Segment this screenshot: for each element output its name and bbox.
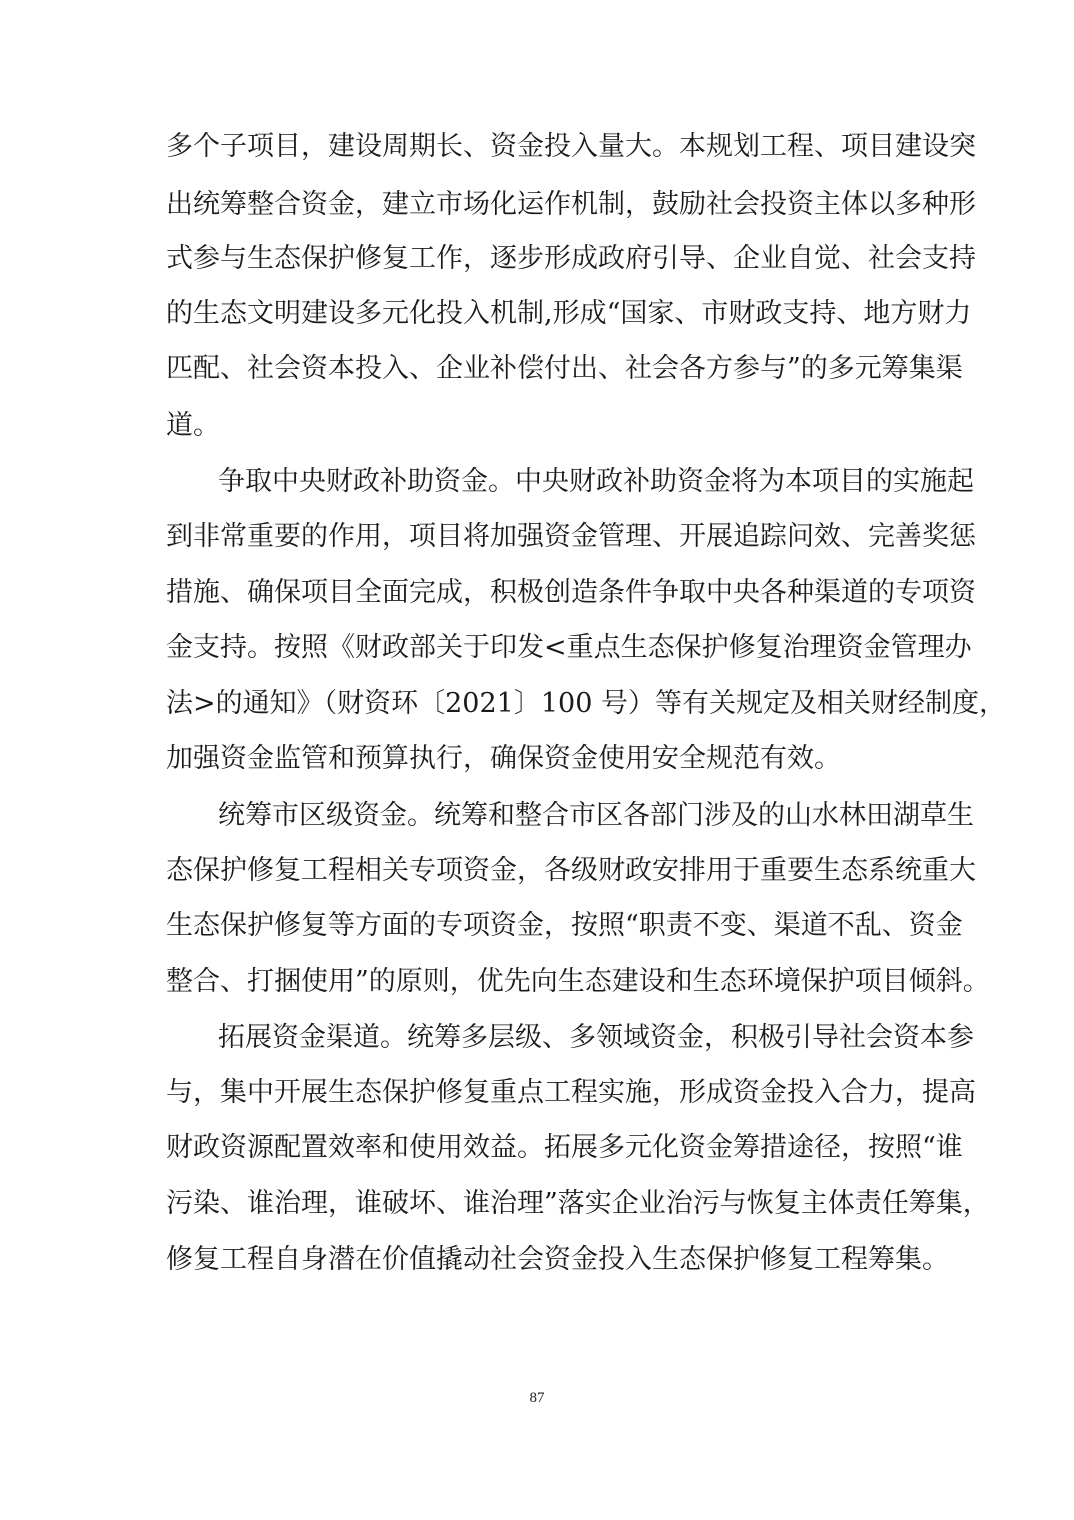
paragraph-2-line-4: 金支持。按照《财政部关于印发<重点生态保护修复治理资金管理办	[166, 632, 972, 663]
page-number: 87	[529, 1390, 545, 1406]
paragraph-1-line-3: 式参与生态保护修复工作，逐步形成政府引导、企业自觉、社会支持	[166, 243, 976, 274]
paragraph-1-line-6: 道。	[166, 410, 220, 441]
paragraph-3-line-4: 整合、打捆使用”的原则，优先向生态建设和生态环境保护项目倾斜。	[166, 966, 990, 997]
paragraph-4-line-5: 修复工程自身潜在价值撬动社会资金投入生态保护修复工程筹集。	[166, 1244, 949, 1275]
paragraph-3-line-3: 生态保护修复等方面的专项资金，按照“职责不变、渠道不乱、资金	[166, 910, 963, 941]
paragraph-3-line-2: 态保护修复工程相关专项资金，各级财政安排用于重要生态系统重大	[166, 855, 976, 886]
paragraph-2-line-6: 加强资金监管和预算执行，确保资金使用安全规范有效。	[166, 743, 841, 774]
paragraph-2-line-5: 法>的通知》（财资环〔2021〕100 号）等有关规定及相关财经制度，	[166, 688, 1006, 719]
paragraph-2-line-1: 争取中央财政补助资金。中央财政补助资金将为本项目的实施起	[218, 466, 974, 497]
paragraph-4-line-3: 财政资源配置效率和使用效益。拓展多元化资金筹措途径，按照“谁	[166, 1132, 963, 1163]
paragraph-2-line-3: 措施、确保项目全面完成，积极创造条件争取中央各种渠道的专项资	[166, 577, 976, 608]
paragraph-2-line-2: 到非常重要的作用，项目将加强资金管理、开展追踪问效、完善奖惩	[166, 521, 976, 552]
paragraph-1-line-4: 的生态文明建设多元化投入机制,形成“国家、市财政支持、地方财力	[166, 298, 972, 329]
paragraph-3-line-1: 统筹市区级资金。统筹和整合市区各部门涉及的山水林田湖草生	[218, 800, 974, 831]
paragraph-1-line-5: 匹配、社会资本投入、企业补偿付出、社会各方参与”的多元筹集渠	[166, 353, 963, 384]
paragraph-1-line-2: 出统筹整合资金，建立市场化运作机制，鼓励社会投资主体以多种形	[166, 189, 976, 220]
paragraph-4-line-4: 污染、谁治理，谁破坏、谁治理”落实企业治污与恢复主体责任筹集，	[166, 1188, 990, 1219]
paragraph-4-line-1: 拓展资金渠道。统筹多层级、多领域资金，积极引导社会资本参	[218, 1022, 974, 1053]
paragraph-1-line-1: 多个子项目，建设周期长、资金投入量大。本规划工程、项目建设突	[166, 131, 976, 162]
paragraph-4-line-2: 与，集中开展生态保护修复重点工程实施，形成资金投入合力，提高	[166, 1077, 976, 1108]
